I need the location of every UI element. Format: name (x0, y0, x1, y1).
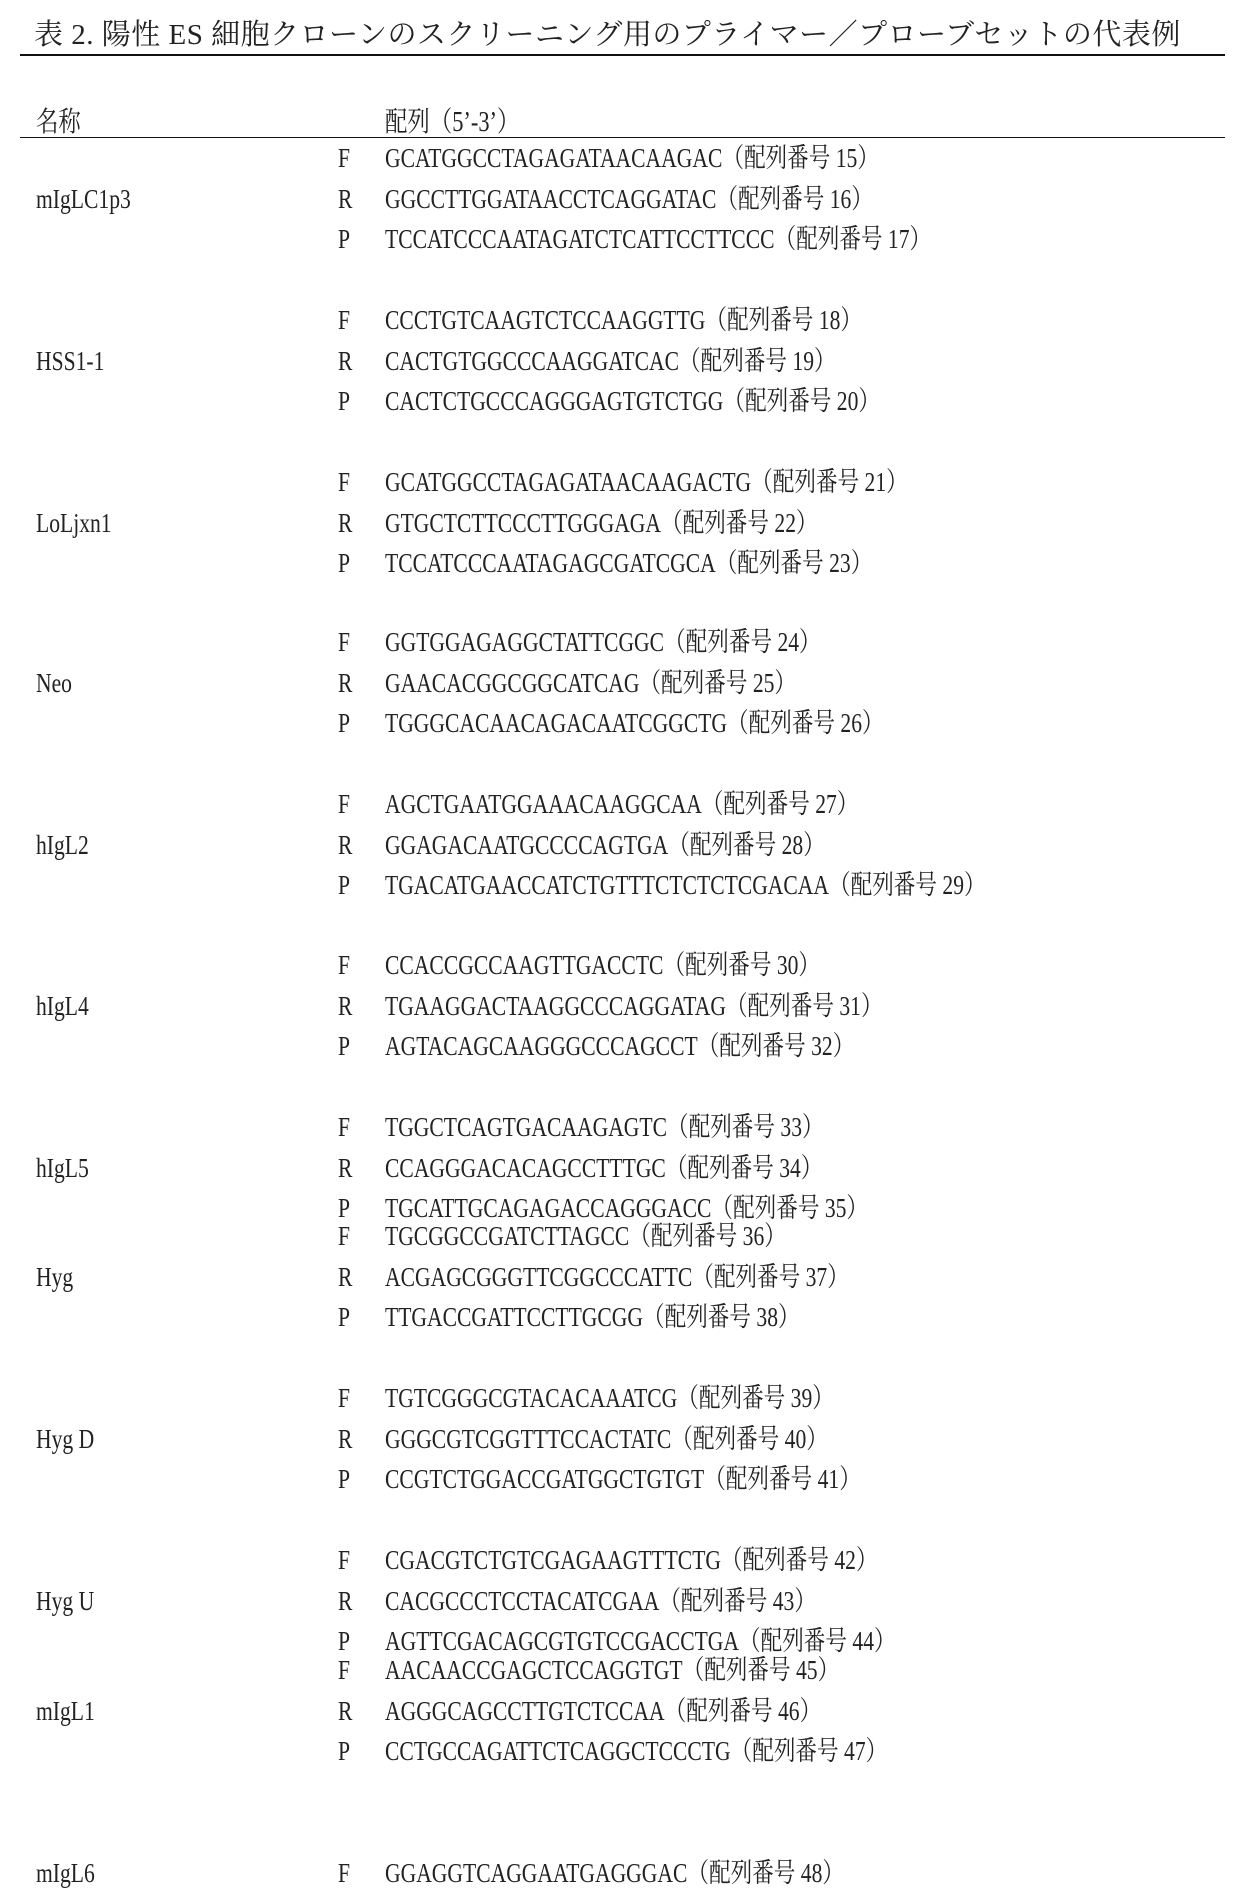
primer-sequence-row (385, 1421, 939, 1457)
primer-direction (338, 1652, 353, 1688)
sequence-line (385, 181, 873, 217)
primer-direction (338, 988, 356, 1024)
primer-direction (338, 343, 356, 379)
primer-sequence-row (385, 1733, 1013, 1769)
primer-direction (338, 1218, 353, 1254)
sequence-id: （配列番号 36） (629, 1221, 786, 1251)
primer-sequence-row (385, 464, 1038, 500)
sequence-line (385, 1542, 878, 1578)
primer-direction (338, 1583, 356, 1619)
sequence-line (385, 786, 858, 822)
sequence-text: CACTCTGCCCAGGGAGTGTCTGG (385, 386, 723, 416)
sequence-text: AGCTGAATGGAAACAAGGCAA (385, 789, 702, 819)
primer-direction (338, 464, 353, 500)
sequence-line (385, 545, 872, 581)
sequence-line (385, 1652, 839, 1688)
primer-sequence-row (385, 505, 926, 541)
sequence-text: GCATGGCCTAGAGATAACAAGAC (385, 143, 722, 173)
sequence-line (385, 867, 986, 903)
primer-sequence-row (385, 1380, 946, 1416)
primer-direction-text: F (338, 1380, 350, 1416)
sequence-text: GGAGGTCAGGAATGAGGGAC (385, 1858, 687, 1888)
primer-set-name-text: HSS1-1 (36, 343, 104, 379)
sequence-line (385, 1693, 821, 1729)
sequence-text: CACTGTGGCCCAAGGATCAC (385, 346, 679, 376)
sequence-id: （配列番号 22） (661, 508, 818, 538)
sequence-text: GAACACGGCGGCATCAG (385, 668, 639, 698)
sequence-line (385, 383, 880, 419)
primer-set-name (36, 1855, 110, 1891)
primer-sequence-row (385, 1028, 972, 1064)
primer-direction (338, 302, 353, 338)
primer-direction (338, 1733, 353, 1769)
primer-set-name (36, 343, 122, 379)
primer-set-name (36, 1583, 109, 1619)
sequence-id: （配列番号 23） (716, 548, 873, 578)
primer-direction-text: P (338, 1461, 350, 1497)
sequence-id: （配列番号 32） (698, 1031, 855, 1061)
primer-sequence-row (385, 665, 899, 701)
primer-direction (338, 181, 356, 217)
sequence-id: （配列番号 43） (659, 1586, 816, 1616)
primer-direction-text: R (338, 665, 352, 701)
sequence-text: TCCATCCCAATAGAGCGATCGCA (385, 548, 716, 578)
sequence-line (385, 343, 836, 379)
sequence-line (385, 1028, 854, 1064)
primer-sequence-row (385, 624, 930, 660)
sequence-id: （配列番号 46） (665, 1696, 822, 1726)
primer-direction (338, 140, 353, 176)
primer-direction-text: R (338, 1259, 352, 1295)
sequence-id: （配列番号 38） (643, 1302, 800, 1332)
primer-set-name (36, 505, 131, 541)
primer-sequence-row (385, 140, 1002, 176)
primer-direction-text: P (338, 705, 350, 741)
sequence-text: CCGTCTGGACCGATGGCTGTGT (385, 1464, 704, 1494)
sequence-id: （配列番号 42） (721, 1545, 878, 1575)
primer-set-name (36, 1150, 102, 1186)
primer-direction-text: P (338, 221, 350, 257)
primer-sequence-row (385, 1259, 965, 1295)
primer-sequence-row (385, 1583, 924, 1619)
primer-sequence-row (385, 1693, 930, 1729)
sequence-line (385, 1583, 816, 1619)
sequence-text: TGCGGCCGATCTTAGCC (385, 1221, 629, 1251)
primer-set-name (36, 1421, 109, 1457)
sequence-id: （配列番号 20） (723, 386, 880, 416)
primer-direction (338, 786, 353, 822)
sequence-text: GCATGGCCTAGAGATAACAAGACTG (385, 467, 751, 497)
sequence-id: （配列番号 47） (731, 1736, 888, 1766)
primer-sequence-row (385, 947, 929, 983)
primer-direction-text: R (338, 1693, 352, 1729)
sequence-line (385, 1218, 786, 1254)
sequence-text: CCAGGGACACAGCCTTTGC (385, 1153, 666, 1183)
sequence-id: （配列番号 44） (739, 1626, 896, 1656)
primer-direction (338, 383, 353, 419)
sequence-id: （配列番号 19） (679, 346, 836, 376)
primer-set-name (36, 1693, 110, 1729)
primer-sequence-row (385, 867, 1136, 903)
primer-direction-text: F (338, 302, 350, 338)
primer-direction (338, 1693, 356, 1729)
primer-set-name-text: mIgLC1p3 (36, 181, 131, 217)
sequence-text: CCACCGCCAAGTTGACCTC (385, 950, 663, 980)
sequence-line (385, 1421, 828, 1457)
primer-set-name-text: hIgL5 (36, 1150, 89, 1186)
sequence-id: （配列番号 48） (687, 1858, 844, 1888)
sequence-text: GGGCGTCGGTTTCCACTATC (385, 1424, 671, 1454)
primer-sequence-row (385, 1109, 933, 1145)
primer-set-name-text: Neo (36, 665, 72, 701)
sequence-id: （配列番号 30） (663, 950, 820, 980)
primer-direction (338, 1109, 353, 1145)
sequence-line (385, 827, 825, 863)
primer-direction (338, 1028, 353, 1064)
primer-direction-text: P (338, 1190, 350, 1226)
sequence-text: TGTCGGGCGTACACAAATCG (385, 1383, 677, 1413)
sequence-id: （配列番号 27） (702, 789, 859, 819)
primer-set-name-text: Hyg U (36, 1583, 94, 1619)
sequence-text: AGTTCGACAGCGTGTCCGACCTGA (385, 1626, 739, 1656)
sequence-text: TGACATGAACCATCTGTTTCTCTCTCGACAA (385, 870, 829, 900)
sequence-id: （配列番号 39） (677, 1383, 834, 1413)
primer-direction (338, 1299, 353, 1335)
sequence-line (385, 1150, 822, 1186)
sequence-id: （配列番号 40） (671, 1424, 828, 1454)
primer-set-name (36, 665, 81, 701)
primer-direction (338, 545, 353, 581)
primer-set-name-text: Hyg D (36, 1421, 94, 1457)
primer-sequence-row (385, 827, 935, 863)
sequence-text: AACAACCGAGCTCCAGGTGT (385, 1655, 683, 1685)
sequence-text: TTGACCGATTCCTTGCGG (385, 1302, 643, 1332)
primer-direction-text: F (338, 786, 350, 822)
primer-direction (338, 221, 353, 257)
primer-sequence-row (385, 1150, 932, 1186)
sequence-text: CCTGCCAGATTCTCAGGCTCCCTG (385, 1736, 731, 1766)
sequence-id: （配列番号 25） (639, 668, 796, 698)
primer-direction (338, 867, 353, 903)
primer-sequence-row (385, 221, 1068, 257)
sequence-id: （配列番号 28） (668, 830, 825, 860)
sequence-line (385, 1259, 849, 1295)
sequence-line (385, 705, 884, 741)
primer-set-name-text: hIgL4 (36, 988, 89, 1024)
sequence-text: AGTACAGCAAGGGCCCAGCCT (385, 1031, 698, 1061)
sequence-id: （配列番号 45） (683, 1655, 840, 1685)
sequence-id: （配列番号 18） (705, 305, 862, 335)
sequence-text: GGAGACAATGCCCCAGTGA (385, 830, 668, 860)
sequence-line (385, 464, 908, 500)
sequence-text: GGTGGAGAGGCTATTCGGC (385, 627, 664, 657)
primer-direction (338, 1542, 353, 1578)
primer-direction (338, 1421, 356, 1457)
sequence-text: GGCCTTGGATAACCTCAGGATAC (385, 184, 716, 214)
sequence-line (385, 665, 796, 701)
title-rule (20, 54, 1225, 56)
primer-direction-text: F (338, 1855, 350, 1891)
primer-direction-text: P (338, 545, 350, 581)
primer-direction-text: R (338, 505, 352, 541)
sequence-id: （配列番号 31） (726, 991, 883, 1021)
sequence-line (385, 947, 820, 983)
sequence-line (385, 1109, 824, 1145)
primer-direction-text: F (338, 1652, 350, 1688)
sequence-line (385, 1380, 834, 1416)
primer-direction-text: R (338, 827, 352, 863)
sequence-text: AGGGCAGCCTTGTCTCCAA (385, 1696, 665, 1726)
header-name: 名称 (36, 100, 92, 140)
sequence-line (385, 988, 883, 1024)
primer-direction-text: P (338, 1623, 350, 1659)
primer-direction (338, 665, 356, 701)
primer-direction-text: F (338, 624, 350, 660)
primer-direction (338, 827, 356, 863)
primer-direction-text: F (338, 1542, 350, 1578)
primer-set-name (36, 988, 102, 1024)
primer-sequence-row (385, 343, 948, 379)
primer-set-name-text: mIgL6 (36, 1855, 95, 1891)
primer-sequence-row (385, 383, 1004, 419)
table-title: 表 2. 陽性 ES 細胞クローンのスクリーニング用のプライマー／プローブセットの代表例 (34, 12, 1181, 53)
primer-direction (338, 624, 353, 660)
primer-set-name-text: LoLjxn1 (36, 505, 112, 541)
primer-set-name (36, 827, 102, 863)
primer-direction-text: P (338, 867, 350, 903)
primer-set-name-text: mIgL1 (36, 1693, 95, 1729)
sequence-line (385, 505, 818, 541)
sequence-text: TGCATTGCAGAGACCAGGGACC (385, 1193, 711, 1223)
sequence-line (385, 1299, 800, 1335)
primer-direction (338, 1855, 353, 1891)
sequence-text: ACGAGCGGGTTCGGCCCATTC (385, 1262, 692, 1292)
primer-direction-text: P (338, 383, 350, 419)
sequence-line (385, 1855, 844, 1891)
primer-sequence-row (385, 1855, 959, 1891)
sequence-line (385, 624, 821, 660)
primer-direction (338, 505, 356, 541)
sequence-id: （配列番号 33） (667, 1112, 824, 1142)
primer-sequence-row (385, 1299, 903, 1335)
primer-direction (338, 1380, 353, 1416)
primer-set-name (36, 181, 155, 217)
sequence-id: （配列番号 17） (775, 224, 932, 254)
primer-direction-text: F (338, 1109, 350, 1145)
primer-sequence-row (385, 1218, 886, 1254)
sequence-id: （配列番号 24） (664, 627, 821, 657)
primer-set-name-text: hIgL2 (36, 827, 89, 863)
sequence-id: （配列番号 37） (692, 1262, 849, 1292)
primer-sequence-row (385, 181, 995, 217)
sequence-text: TGGGCACAACAGACAATCGGCTG (385, 708, 727, 738)
primer-sequence-row (385, 988, 1007, 1024)
primer-direction-text: F (338, 464, 350, 500)
primer-direction-text: R (338, 1421, 352, 1457)
primer-direction-text: P (338, 1299, 350, 1335)
primer-sequence-row (385, 1542, 1001, 1578)
primer-direction-text: F (338, 140, 350, 176)
primer-sequence-row (385, 1652, 953, 1688)
sequence-line (385, 1733, 887, 1769)
sequence-id: （配列番号 41） (704, 1464, 861, 1494)
sequence-text: TCCATCCCAATAGATCTCATTCCTTCCC (385, 224, 775, 254)
primer-direction-text: F (338, 947, 350, 983)
primer-direction (338, 1150, 356, 1186)
sequence-id: （配列番号 16） (716, 184, 873, 214)
primer-direction (338, 947, 353, 983)
sequence-id: （配列番号 15） (722, 143, 879, 173)
primer-sequence-row (385, 1461, 980, 1497)
sequence-id: （配列番号 29） (829, 870, 986, 900)
sequence-text: TGAAGGACTAAGGCCCAGGATAG (385, 991, 726, 1021)
primer-direction-text: R (338, 1150, 352, 1186)
sequence-line (385, 221, 931, 257)
primer-sequence-row (385, 705, 1008, 741)
primer-direction-text: P (338, 1028, 350, 1064)
sequence-id: （配列番号 34） (666, 1153, 823, 1183)
sequence-text: CGACGTCTGTCGAGAAGTTTCTG (385, 1545, 721, 1575)
sequence-line (385, 302, 862, 338)
primer-direction-text: P (338, 1733, 350, 1769)
primer-direction-text: R (338, 1583, 352, 1619)
primer-direction (338, 1461, 353, 1497)
sequence-id: （配列番号 35） (711, 1193, 868, 1223)
primer-direction-text: R (338, 343, 352, 379)
sequence-text: GTGCTCTTCCCTTGGGAGA (385, 508, 661, 538)
primer-direction-text: R (338, 181, 352, 217)
primer-direction (338, 705, 353, 741)
sequence-line (385, 140, 879, 176)
header-rule (20, 137, 1225, 138)
primer-direction (338, 1259, 356, 1295)
sequence-id: （配列番号 26） (727, 708, 884, 738)
primer-direction-text: R (338, 988, 352, 1024)
sequence-id: （配列番号 21） (751, 467, 908, 497)
sequence-line (385, 1461, 861, 1497)
sequence-text: CCCTGTCAAGTCTCCAAGGTTG (385, 305, 705, 335)
primer-sequence-row (385, 545, 994, 581)
sequence-text: CACGCCCTCCTACATCGAA (385, 1586, 659, 1616)
primer-set-name (36, 1259, 83, 1295)
primer-direction-text: F (338, 1218, 350, 1254)
primer-sequence-row (385, 786, 977, 822)
sequence-text: TGGCTCAGTGACAAGAGTC (385, 1112, 667, 1142)
primer-set-name-text: Hyg (36, 1259, 73, 1295)
primer-sequence-row (385, 302, 981, 338)
header-sequence: 配列（5’-3’） (385, 100, 553, 140)
